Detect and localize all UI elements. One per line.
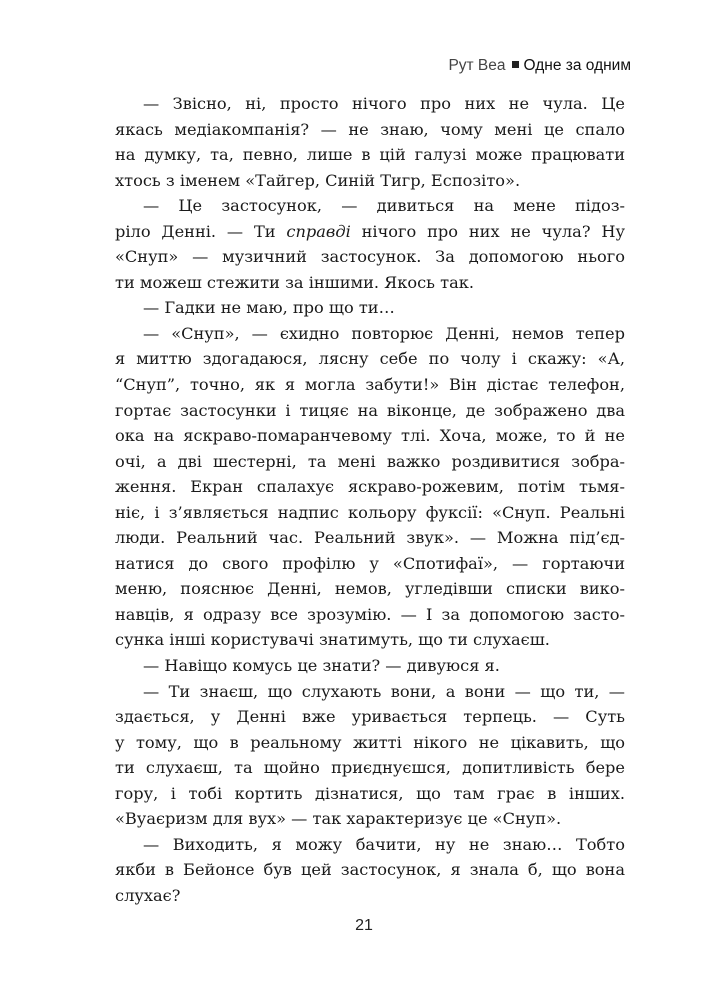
text-line: натися до свого профілю у «Спотифаї», — гортаючи — [115, 553, 625, 573]
text-line: ти слухаєш, та щойно приєднуєшся, допитливість бере — [115, 758, 625, 778]
text-line: — Звісно, ні, просто нічого про них не чула. Це — [143, 94, 625, 113]
text-line: ока на яскраво-помаранчевому тлі. Хоча, може, то й не — [115, 426, 625, 446]
running-head — [448, 57, 631, 75]
text-line: здається, у Денні вже уривається терпець. — Суть — [115, 707, 625, 727]
text-line: — Ти знаєш, що слухають вони, а вони — що ти, — — [143, 681, 625, 701]
text-line: слухає? — [115, 885, 181, 905]
emphasis-text: справді — [286, 221, 351, 241]
text-line: меню, пояснює Денні, немов, угледівши списки вико- — [115, 579, 625, 599]
text-line: “Снуп”, точно, як я могла забути!» Він дістає телефон, — [115, 375, 625, 395]
text-line: ти можеш стежити за іншими. Якось так. — [115, 272, 474, 292]
text-line: хтось з іменем «Тайгер, Синій Тигр, Еспозіто». — [115, 170, 521, 190]
running-head-book-title: Одне за одним — [523, 57, 631, 74]
text-line: — Гадки не маю, про що ти… — [143, 298, 395, 318]
text-line: гортає застосунки і тицяє на віконце, де зображено два — [115, 400, 625, 420]
text-line: — Це застосунок, — дивиться на мене підоз- — [143, 196, 625, 216]
text-line: у тому, що в реальному житті нікого не цікавить, що — [115, 732, 625, 752]
text-line: сунка інші користувачі знатимуть, що ти слухаєш. — [115, 630, 550, 650]
text-line: — «Снуп», — єхидно повторює Денні, немов тепер — [143, 323, 625, 343]
text-line: якби в Бейонсе був цей застосунок, я знала б, що вона — [115, 860, 625, 880]
text-line: на думку, та, певно, лише в цій галузі може працювати — [115, 145, 625, 165]
text-line: ріло Денні. — Ти справді нічого про них не чула? Ну — [115, 221, 625, 241]
text-line: навців, я одразу все зрозумію. — І за допомогою засто- — [115, 604, 625, 624]
body-text — [115, 91, 625, 909]
text-line: люди. Реальний час. Реальний звук». — Можна під’єд- — [115, 528, 625, 548]
text-line: «Вуаєризм для вух» — так характеризує це «Снуп». — [115, 809, 562, 829]
text-line: — Навіщо комусь це знати? — дивуюся я. — [143, 656, 500, 676]
running-head-author: Рут Веа — [448, 57, 506, 74]
separator-square-icon — [512, 61, 519, 68]
text-line: ження. Екран спалахує яскраво-рожевим, потім тьмя- — [115, 477, 625, 497]
text-line: ніє, і з’являється надпис кольору фуксії: «Снуп. Реальні — [115, 502, 625, 522]
text-line: якась медіакомпанія? — не знаю, чому мені це спало — [115, 119, 625, 139]
text-line: я миттю здогадаюся, лясну себе по чолу і скажу: «А, — [115, 349, 625, 369]
text-line: — Виходить, я можу бачити, ну не знаю… Тобто — [143, 834, 625, 854]
text-line: «Снуп» — музичний застосунок. За допомогою нього — [115, 247, 625, 267]
text-line: гору, і тобі кортить дізнатися, що там грає в інших. — [115, 783, 625, 803]
page-number: 21 — [355, 917, 373, 934]
text-line: очі, а дві шестерні, та мені важко роздивитися зобра- — [115, 451, 625, 471]
